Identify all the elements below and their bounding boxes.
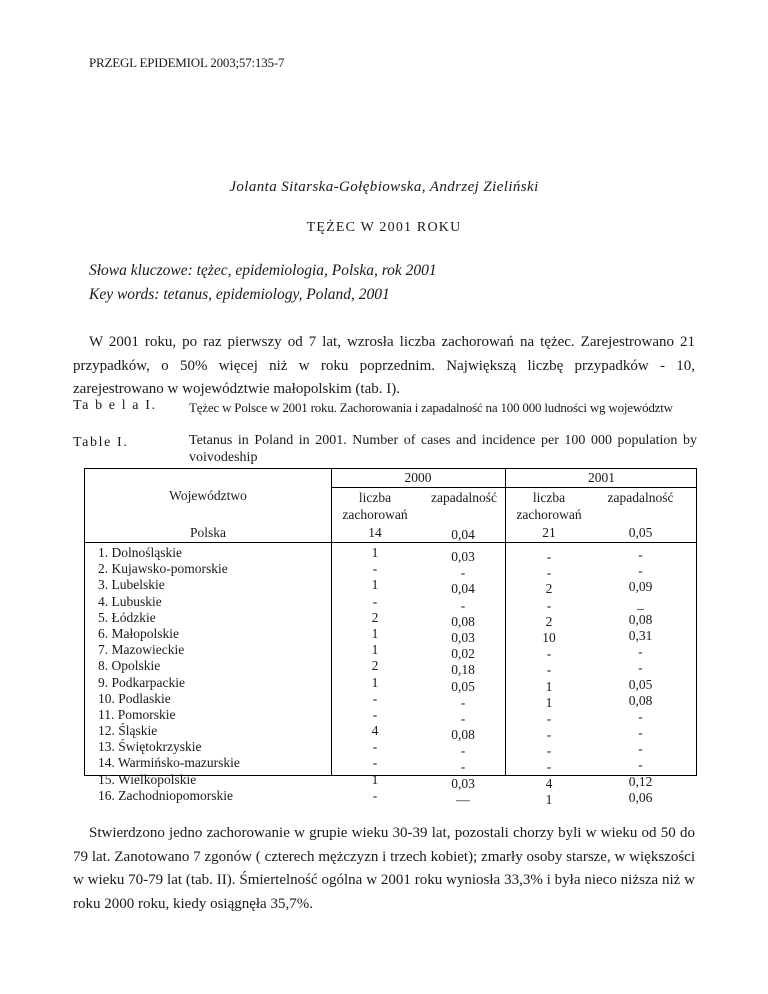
cases-2001-cell: - xyxy=(546,565,552,581)
cases-2000-cell: 2 xyxy=(371,609,379,625)
incidence-2000-cell: - xyxy=(460,694,466,710)
incidence-2001-cell: _ xyxy=(637,595,644,611)
cases-2000-cell: - xyxy=(372,561,378,577)
region-name: 3. Lubelskie xyxy=(98,577,165,593)
journal-reference: PRZEGL EPIDEMIOL 2003;57:135-7 xyxy=(89,55,285,70)
cases-2000-cell: 1 xyxy=(371,545,379,560)
region-name: 11. Pomorskie xyxy=(98,706,176,722)
cases-2000-header-1: liczba xyxy=(358,490,392,505)
keywords-polish: Słowa kluczowe: tężec, epidemiologia, Polska, rok 2001 xyxy=(89,262,437,279)
cases-2000-cell: 1 xyxy=(371,577,379,593)
region-column-header: Województwo xyxy=(169,488,247,503)
incidence-2000-cell: 0,08 xyxy=(451,727,475,743)
cases-2000-cell: 1 xyxy=(371,642,379,658)
cases-2001-header-1: liczba xyxy=(532,490,566,505)
incidence-2001-cell: 0,08 xyxy=(628,611,653,627)
incidence-2000-cell: - xyxy=(460,597,466,613)
region-name: 6. Małopolskie xyxy=(98,625,179,641)
incidence-2001-cell: - xyxy=(638,741,643,757)
incidence-2000-column xyxy=(419,549,507,808)
tetanus-table xyxy=(84,468,697,807)
keywords-english: Key words: tetanus, epidemiology, Poland, 2001 xyxy=(89,286,390,303)
cases-2001-cell: - xyxy=(546,727,552,743)
intro-paragraph xyxy=(73,331,695,402)
cases-2001-cell: 1 xyxy=(545,678,553,694)
region-name: 13. Świętokrzyskie xyxy=(98,739,202,755)
authors: Jolanta Sitarska-Gołębiowska, Andrzej Zieliński xyxy=(229,179,539,195)
incidence-2001-cell: - xyxy=(638,563,643,579)
incidence-2001-cell: - xyxy=(638,757,643,773)
region-name: 7. Mazowieckie xyxy=(98,642,185,658)
incidence-2000-cell: - xyxy=(460,565,466,581)
incidence-2001-cell: 0,31 xyxy=(628,627,653,643)
region-name: 4. Lubuskie xyxy=(98,593,162,609)
incidence-2000-cell: 0,02 xyxy=(451,646,475,662)
incidence-2000-cell: - xyxy=(460,743,466,759)
intro-paragraph-text: W 2001 roku, po raz pierwszy od 7 lat, wzrosła liczba zachorowań na tężec. Zarejestrowano 21 przypadków, o 50% więcej niż w roku poprzednim. Największą liczbę przypadków - 10, zarejestrowano w województwie małopolskim (tab. I). xyxy=(73,334,695,397)
table-caption-label-pl: Ta b e l a I. xyxy=(73,398,157,413)
incidence-2000-cell: 0,03 xyxy=(451,629,475,645)
cases-2001-cell: 2 xyxy=(545,581,553,597)
region-name: 14. Warmińsko-mazurskie xyxy=(98,755,240,771)
cases-2001-cell: - xyxy=(546,662,552,678)
region-name: 9. Podkarpackie xyxy=(98,674,185,690)
table-caption-pl: Tężec w Polsce w 2001 roku. Zachorowania i zapadalność na 100 000 ludności wg województw xyxy=(189,400,673,415)
region-name: 8. Opolskie xyxy=(98,658,161,674)
cases-2000-cell: - xyxy=(372,787,378,803)
cases-2001-cell: 1 xyxy=(545,791,553,807)
incidence-2000-cell: 0,03 xyxy=(451,549,475,564)
cases-2001-column xyxy=(505,549,593,808)
cases-2000-cell: 1 xyxy=(371,771,379,787)
incidence-2000-cell: 0,08 xyxy=(451,613,475,629)
table-caption-label-en: Table I. xyxy=(73,435,129,450)
incidence-2001-cell: 0,08 xyxy=(628,692,653,708)
table-caption-en: Tetanus in Poland in 2001. Number of cases and incidence per 100 000 population by voivodeship xyxy=(189,433,697,465)
cases-2001-cell: - xyxy=(546,597,552,613)
incidence-2000-cell: 0,05 xyxy=(451,678,475,694)
year-2000-header: 2000 xyxy=(404,470,432,485)
cases-2000-cell: 1 xyxy=(371,674,379,690)
year-2001-header: 2001 xyxy=(588,470,615,485)
incidence-2001-cell: - xyxy=(638,547,643,562)
incidence-2000-cell: 0,03 xyxy=(451,775,475,791)
incidence-2001-cell: - xyxy=(638,644,643,660)
region-name: 5. Łódzkie xyxy=(98,609,156,625)
age-mortality-paragraph xyxy=(73,822,695,916)
incidence-2000-cell: - xyxy=(460,759,466,775)
cases-2000-cell: - xyxy=(372,755,378,771)
cases-2001-cell: - xyxy=(546,549,552,564)
cases-2000-cell: 1 xyxy=(371,625,379,641)
cases-2001-header-2: zachorowań xyxy=(516,507,582,522)
cases-2000-cell: 2 xyxy=(371,658,379,674)
incidence-2001-cell: 0,12 xyxy=(628,773,653,789)
cases-2001-cell: - xyxy=(546,646,552,662)
cases-2000-cell: - xyxy=(372,706,378,722)
cases-2000-cell: 4 xyxy=(371,723,379,739)
cases-2001-cell: 4 xyxy=(545,775,553,791)
incidence-2000-cell: — xyxy=(456,791,470,807)
region-name: 1. Dolnośląskie xyxy=(98,545,182,560)
cases-2001-cell: - xyxy=(546,759,552,775)
cases-2001-cell: - xyxy=(546,710,552,726)
incidence-2001-cell: - xyxy=(638,660,643,676)
total-incidence-2000: 0,04 xyxy=(451,527,475,542)
incidence-2001-column xyxy=(593,547,688,806)
cases-2000-cell: - xyxy=(372,739,378,755)
cases-2000-header-2: zachorowań xyxy=(342,507,408,522)
incidence-2000-header: zapadalność xyxy=(431,490,497,505)
total-row-name: Polska xyxy=(189,525,226,540)
table-header-rule xyxy=(85,542,696,543)
incidence-2000-cell: - xyxy=(460,710,466,726)
total-cases-2001: 21 xyxy=(542,525,556,540)
cases-2000-column xyxy=(331,545,419,804)
cases-2000-cell: - xyxy=(372,593,378,609)
region-name: 16. Zachodniopomorskie xyxy=(98,787,233,803)
cases-2001-cell: 10 xyxy=(542,629,556,645)
incidence-2001-cell: 0,06 xyxy=(628,789,653,805)
cases-2001-cell: 1 xyxy=(545,694,553,710)
incidence-2000-cell: 0,18 xyxy=(451,662,475,678)
total-incidence-2001: 0,05 xyxy=(628,525,653,540)
region-name: 15. Wielkopolskie xyxy=(98,771,197,787)
cases-2001-cell: - xyxy=(546,743,552,759)
cases-2000-cell: - xyxy=(372,690,378,706)
region-list xyxy=(98,545,328,804)
table-year-rule xyxy=(331,487,696,488)
region-name: 2. Kujawsko-pomorskie xyxy=(98,561,228,577)
region-name: 10. Podlaskie xyxy=(98,690,171,706)
incidence-2001-cell: - xyxy=(638,725,643,741)
incidence-2001-cell: 0,09 xyxy=(628,579,653,595)
article-title: TĘŻEC W 2001 ROKU xyxy=(306,220,462,235)
incidence-2001-cell: - xyxy=(638,708,643,724)
cases-2001-cell: 2 xyxy=(545,613,553,629)
incidence-2000-cell: 0,04 xyxy=(451,581,475,597)
total-cases-2000: 14 xyxy=(368,525,382,540)
incidence-2001-header: zapadalność xyxy=(607,490,674,505)
age-mortality-paragraph-text: Stwierdzono jedno zachorowanie w grupie wieku 30-39 lat, pozostali chorzy byli w wieku od 50 do 79 lat. Zanotowano 7 zgonów ( czterech mężczyzn i trzech kobiet); zmarły osoby starsze, w większości w wieku 70-79 lat (tab. II). Śmiertelność ogólna w 2001 roku wyniosła 33,3% i była nieco niższa niż w roku 2000 roku, kiedy osiągnęła 35,7%. xyxy=(73,825,695,912)
incidence-2001-cell: 0,05 xyxy=(628,676,653,692)
region-name: 12. Śląskie xyxy=(98,723,158,739)
